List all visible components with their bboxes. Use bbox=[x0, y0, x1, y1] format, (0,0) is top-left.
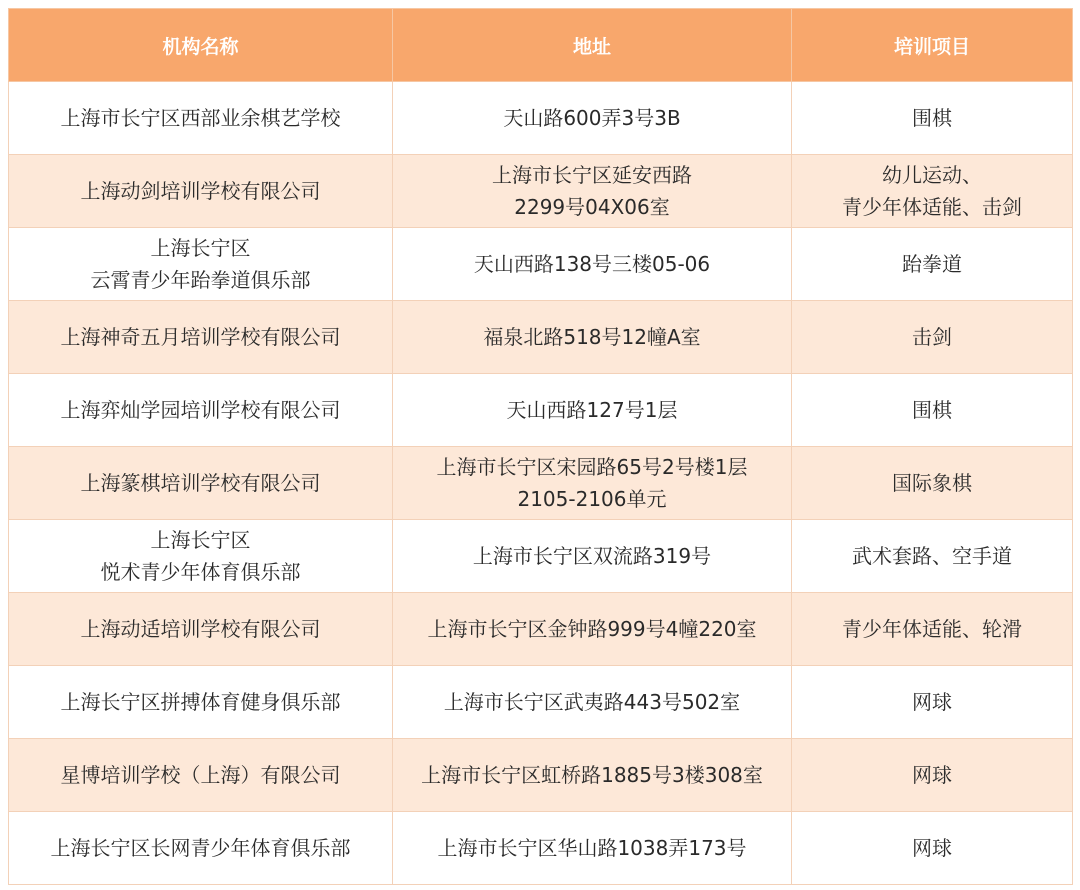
address-cell: 上海市长宁区双流路319号 bbox=[393, 520, 792, 593]
address-cell: 上海市长宁区武夷路443号502室 bbox=[393, 666, 792, 739]
address-cell: 上海市长宁区华山路1038弄173号 bbox=[393, 812, 792, 885]
header-address: 地址 bbox=[393, 9, 792, 82]
institution-name-cell: 上海篆棋培训学校有限公司 bbox=[9, 447, 393, 520]
training-program-cell: 网球 bbox=[792, 812, 1073, 885]
table-row bbox=[9, 228, 1073, 301]
training-program-cell: 围棋 bbox=[792, 374, 1073, 447]
table-row bbox=[9, 739, 1073, 812]
table-row bbox=[9, 593, 1073, 666]
institution-name-cell: 上海动适培训学校有限公司 bbox=[9, 593, 393, 666]
table-row bbox=[9, 155, 1073, 228]
training-program-cell: 跆拳道 bbox=[792, 228, 1073, 301]
address-cell: 上海市长宁区虹桥路1885号3楼308室 bbox=[393, 739, 792, 812]
header-training-program: 培训项目 bbox=[792, 9, 1073, 82]
table-row bbox=[9, 520, 1073, 593]
training-program-cell: 围棋 bbox=[792, 82, 1073, 155]
institution-name-cell: 上海长宁区长网青少年体育俱乐部 bbox=[9, 812, 393, 885]
training-program-cell: 武术套路、空手道 bbox=[792, 520, 1073, 593]
table-header-row bbox=[9, 9, 1073, 82]
training-institutions-table bbox=[8, 8, 1073, 885]
address-cell: 天山西路127号1层 bbox=[393, 374, 792, 447]
table-row bbox=[9, 301, 1073, 374]
table-row bbox=[9, 82, 1073, 155]
training-program-cell: 幼儿运动、 青少年体适能、击剑 bbox=[792, 155, 1073, 228]
institution-name-cell: 上海市长宁区西部业余棋艺学校 bbox=[9, 82, 393, 155]
address-cell: 上海市长宁区宋园路65号2号楼1层 2105-2106单元 bbox=[393, 447, 792, 520]
training-program-cell: 击剑 bbox=[792, 301, 1073, 374]
address-cell: 上海市长宁区金钟路999号4幢220室 bbox=[393, 593, 792, 666]
training-program-cell: 青少年体适能、轮滑 bbox=[792, 593, 1073, 666]
institution-name-cell: 上海长宁区 悦术青少年体育俱乐部 bbox=[9, 520, 393, 593]
address-cell: 天山西路138号三楼05-06 bbox=[393, 228, 792, 301]
table-row bbox=[9, 812, 1073, 885]
training-program-cell: 国际象棋 bbox=[792, 447, 1073, 520]
table-row bbox=[9, 447, 1073, 520]
header-institution-name: 机构名称 bbox=[9, 9, 393, 82]
training-institutions-table-container bbox=[8, 8, 1072, 885]
institution-name-cell: 上海长宁区 云霄青少年跆拳道俱乐部 bbox=[9, 228, 393, 301]
training-program-cell: 网球 bbox=[792, 739, 1073, 812]
address-cell: 福泉北路518号12幢A室 bbox=[393, 301, 792, 374]
table-row bbox=[9, 666, 1073, 739]
institution-name-cell: 上海神奇五月培训学校有限公司 bbox=[9, 301, 393, 374]
institution-name-cell: 上海长宁区拼搏体育健身俱乐部 bbox=[9, 666, 393, 739]
address-cell: 上海市长宁区延安西路 2299号04X06室 bbox=[393, 155, 792, 228]
table-row bbox=[9, 374, 1073, 447]
institution-name-cell: 星博培训学校（上海）有限公司 bbox=[9, 739, 393, 812]
institution-name-cell: 上海弈灿学园培训学校有限公司 bbox=[9, 374, 393, 447]
address-cell: 天山路600弄3号3B bbox=[393, 82, 792, 155]
institution-name-cell: 上海动剑培训学校有限公司 bbox=[9, 155, 393, 228]
training-program-cell: 网球 bbox=[792, 666, 1073, 739]
